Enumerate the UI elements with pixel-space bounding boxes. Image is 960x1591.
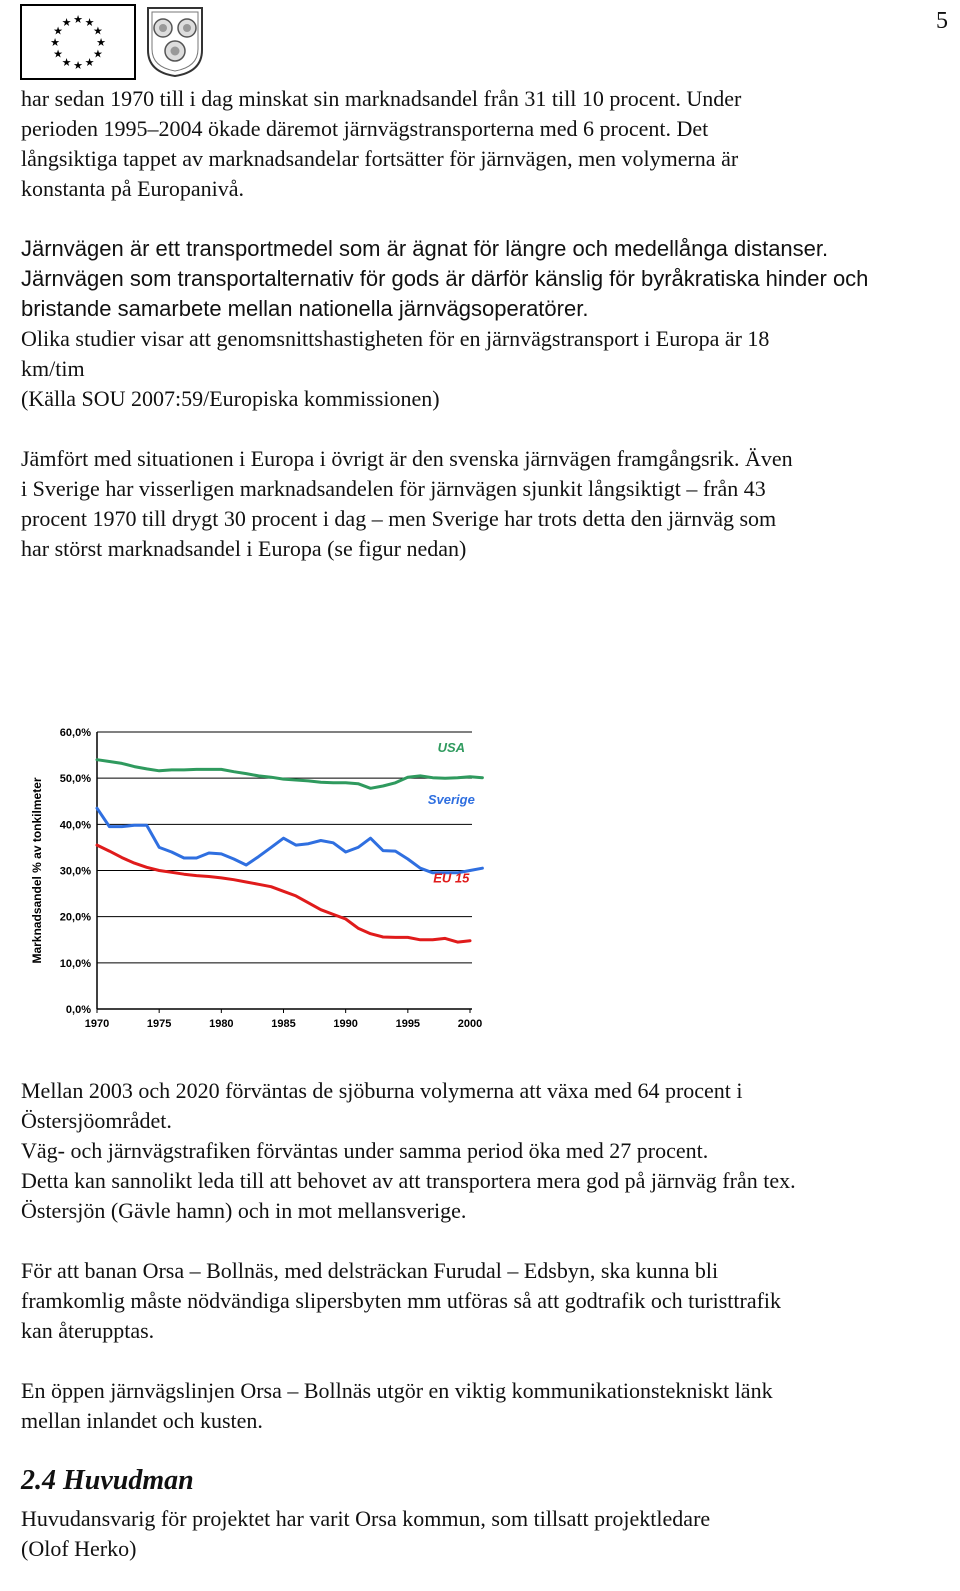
text-line: har störst marknadsandel i Europa (se figur nedan): [21, 536, 467, 561]
text-line: Östersjön (Gävle hamn) och in mot mellansverige.: [21, 1198, 467, 1223]
flag-star: ★: [84, 16, 95, 30]
y-tick-label: 50,0%: [59, 773, 91, 786]
text-line: Järnvägen är ett transportmedel som är ägnat för längre och medellånga distanser.: [21, 236, 829, 261]
paragraph-speed-studies: [21, 324, 948, 414]
paragraph-principal: [21, 1504, 948, 1564]
text-line: Huvudansvarig för projektet har varit Orsa kommun, som tillsatt projektledare: [21, 1506, 711, 1531]
text-line: Mellan 2003 och 2020 förväntas de sjöburna volymerna att växa med 64 procent i: [21, 1078, 743, 1103]
y-tick-label: 10,0%: [59, 957, 91, 970]
market-share-chart: [24, 722, 500, 1042]
paragraph-distances: [21, 234, 948, 324]
x-tick-label: 1990: [333, 1018, 358, 1030]
coat-of-arms-icon: [146, 6, 204, 78]
text-line: (Källa SOU 2007:59/Europiska kommissionen): [21, 386, 440, 411]
text-line: perioden 1995–2004 ökade däremot järnvägstransporterna med 6 procent. Det: [21, 116, 709, 141]
series-label: USA: [437, 740, 466, 756]
text-line: Olika studier visar att genomsnittshastigheten för en järnvägstransport i Europa är 18: [21, 326, 770, 351]
x-tick-label: 1980: [209, 1018, 234, 1030]
series-line: [97, 808, 482, 873]
flag-star: ★: [96, 36, 106, 49]
text-line: konstanta på Europanivå.: [21, 176, 244, 201]
text-line: km/tim: [21, 356, 85, 381]
text-line: kan återupptas.: [21, 1318, 155, 1343]
y-tick-label: 40,0%: [59, 819, 91, 832]
text-line: framkomlig måste nödvändiga slipersbyten mm utföras så att godtrafik och turisttrafik: [21, 1288, 782, 1313]
text-line: (Olof Herko): [21, 1536, 137, 1561]
series-line: [97, 845, 470, 942]
text-line: Väg- och järnvägstrafiken förväntas under samma period öka med 27 procent.: [21, 1138, 709, 1163]
flag-star: ★: [73, 59, 83, 72]
text-line: Östersjöområdet.: [21, 1108, 172, 1133]
flag-star: ★: [84, 55, 95, 69]
series-label: Sverige: [427, 791, 475, 807]
x-tick-label: 2000: [457, 1018, 483, 1030]
y-tick-label: 20,0%: [59, 911, 91, 924]
x-tick-label: 1985: [271, 1018, 296, 1030]
flag-star: ★: [53, 47, 64, 61]
text-line: Jämfört med situationen i Europa i övrigt är den svenska järnvägen framgångsrik. Även: [21, 446, 793, 471]
x-tick-label: 1975: [146, 1018, 172, 1030]
flag-star: ★: [50, 36, 60, 49]
text-line: En öppen järnvägslinjen Orsa – Bollnäs utgör en viktig kommunikationstekniskt länk: [21, 1378, 773, 1403]
flag-star: ★: [61, 16, 72, 30]
paragraph-sweden-comparison: [21, 444, 948, 564]
text-line: För att banan Orsa – Bollnäs, med delsträckan Furudal – Edsbyn, ska kunna bli: [21, 1258, 719, 1283]
page-number: 5: [936, 8, 948, 34]
flag-star: ★: [53, 24, 64, 38]
text-line: i Sverige har visserligen marknadsandelen för järnvägen sjunkit långsiktigt – från 43: [21, 476, 766, 501]
y-axis-title: Marknadsandel % av tonkilmeter: [30, 777, 44, 964]
y-tick-label: 30,0%: [59, 865, 91, 878]
flag-star: ★: [92, 47, 103, 61]
text-line: mellan inlandet och kusten.: [21, 1408, 263, 1433]
text-line: procent 1970 till drygt 30 procent i dag – men Sverige har trots detta den järnväg som: [21, 506, 777, 531]
text-line: bristande samarbete mellan nationella järnvägsoperatörer.: [21, 296, 589, 321]
paragraph-forecast: [21, 1076, 948, 1226]
y-tick-label: 0,0%: [65, 1004, 91, 1016]
section-heading: 2.4 Huvudman: [21, 1465, 194, 1496]
x-tick-label: 1970: [84, 1018, 110, 1030]
paragraph-orsa-bollnas: [21, 1256, 948, 1346]
paragraph-market-share: [21, 84, 948, 204]
series-line: [97, 760, 482, 789]
flag-star: ★: [61, 55, 72, 69]
text-line: Järnvägen som transportalternativ för gods är därför känslig för byråkratiska hinder och: [21, 266, 869, 291]
flag-star: ★: [73, 13, 83, 26]
y-tick-label: 60,0%: [59, 727, 91, 739]
text-line: långsiktiga tappet av marknadsandelar fortsätter för järnvägen, men volymerna är: [21, 146, 739, 171]
text-line: har sedan 1970 till i dag minskat sin marknadsandel från 31 till 10 procent. Under: [21, 86, 742, 111]
eu-flag-icon: [20, 4, 136, 80]
series-label: EU 15: [433, 870, 470, 886]
text-line: Detta kan sannolikt leda till att behovet av att transportera mera god på järnväg från tex.: [21, 1168, 796, 1193]
x-tick-label: 1995: [395, 1018, 421, 1030]
paragraph-open-line: [21, 1376, 948, 1436]
flag-star: ★: [92, 24, 103, 38]
